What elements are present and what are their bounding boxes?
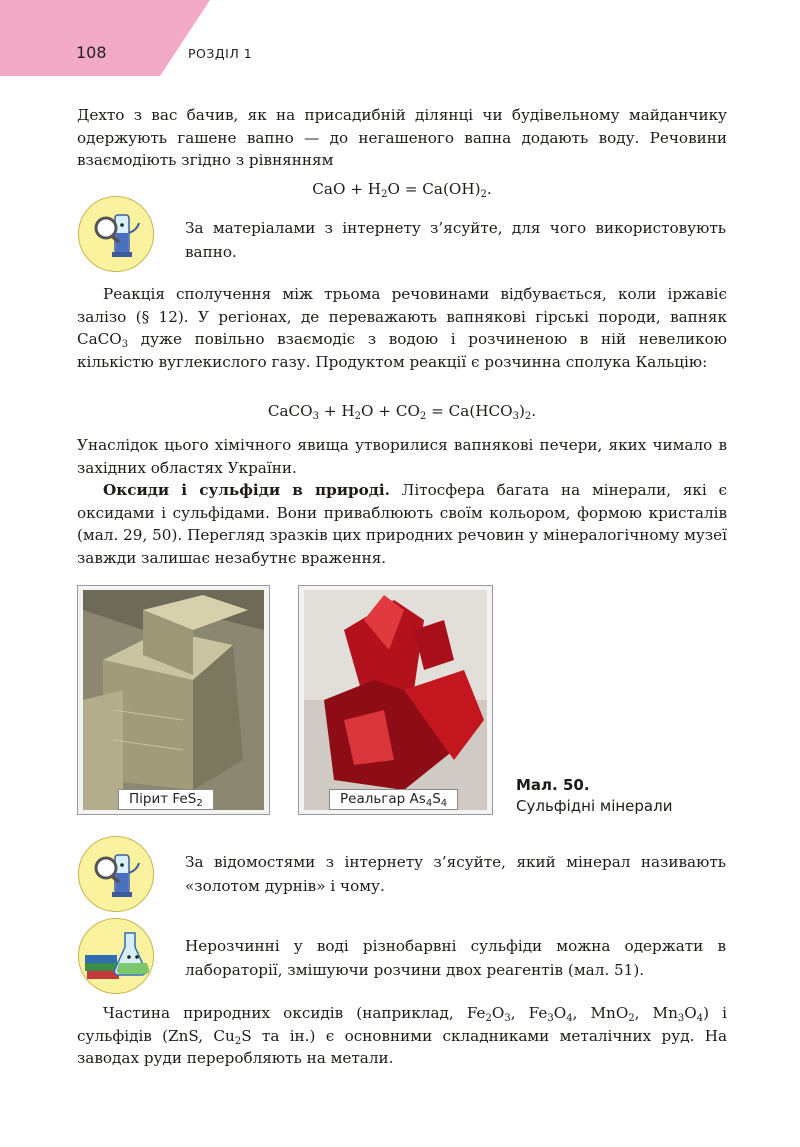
magnifier-flask-icon [79,197,153,271]
figure-title: Мал. 50. [516,776,590,794]
paragraph-ores: Частина природних оксидів (наприклад, $Fe_2O_3$, $Fe_3O_4$, MnO$_2$, $Mn_3O_4$) і сульфідів (ZnS, $Cu_2S$ та ін.) є основними складниками металічних руд. На заводах руди переробляють на метали. [77,1004,727,1068]
header-tab [0,0,210,76]
photo-realgar [298,585,493,815]
caption-realgar: Реальгар $As_4S_4$ [329,789,458,810]
note-lab-sulfides: Нерозчинні у воді різнобарвні сульфіди можна одержати в лабораторії, змішуючи розчини двох реагентів (мал. 51). [185,937,726,979]
magnifier-flask-icon [79,837,153,911]
photo-pyrite [77,585,270,815]
note-research-pyrite: За відомостями з інтернету з’ясуйте, який мінерал називають «золотом дурнів» і чому. [185,853,726,895]
lab-icon [78,918,154,994]
note-research-lime: За матеріалами з інтернету з’ясуйте, для чого використовують вапно. [185,219,726,261]
figure-description: Сульфідні мінерали [516,797,673,815]
research-icon [78,836,154,912]
page-number: 108 [76,43,107,62]
section-label: РОЗДІЛ 1 [188,46,253,61]
paragraph-minerals: Оксиди і сульфіди в природі. Літосфера багата на мінерали, які є оксидами і сульфідами. Вони приваблюють своїм кольором, формою кристалів (мал. 29, 50). Перегляд зразків цих природних речовин у мінералогічному музеї завжди залишає незабутнє враження. [77,481,727,567]
pyrite-image [83,590,264,810]
books-flask-icon [79,919,153,993]
paragraph-caves: Унаслідок цього хімічного явища утворилися вапнякові печери, яких чимало в західних областях України. [77,436,727,477]
realgar-image [304,590,487,810]
paragraph-intro: Дехто з вас бачив, як на присадибній ділянці чи будівельному майданчику одержують гашене вапно — до негашеного вапна додають воду. Речовини взаємодіють згідно з рівнянням [77,106,727,170]
research-icon [78,196,154,272]
caption-pyrite: Пірит FeS$_2$ [118,789,214,810]
equation-lime: CaO + $H_2O = Ca(OH)_2$. [312,180,492,200]
paragraph-reaction: Реакція сполучення між трьома речовинами відбувається, коли іржавіє залізо (§ 12). У регіонах, де переважають вапнякові гірські породи, вапняк CaCO$_3$ дуже повільно взаємодіє з водою і розчиненою в ній невеликою кількістю вуглекислого газу. Продуктом реакції є розчинна сполука Кальцію: [77,285,727,371]
equation-limestone: CaCO$_3$ + $H_2O + CO_2 = Ca(HCO_3)_2$. [267,402,537,422]
